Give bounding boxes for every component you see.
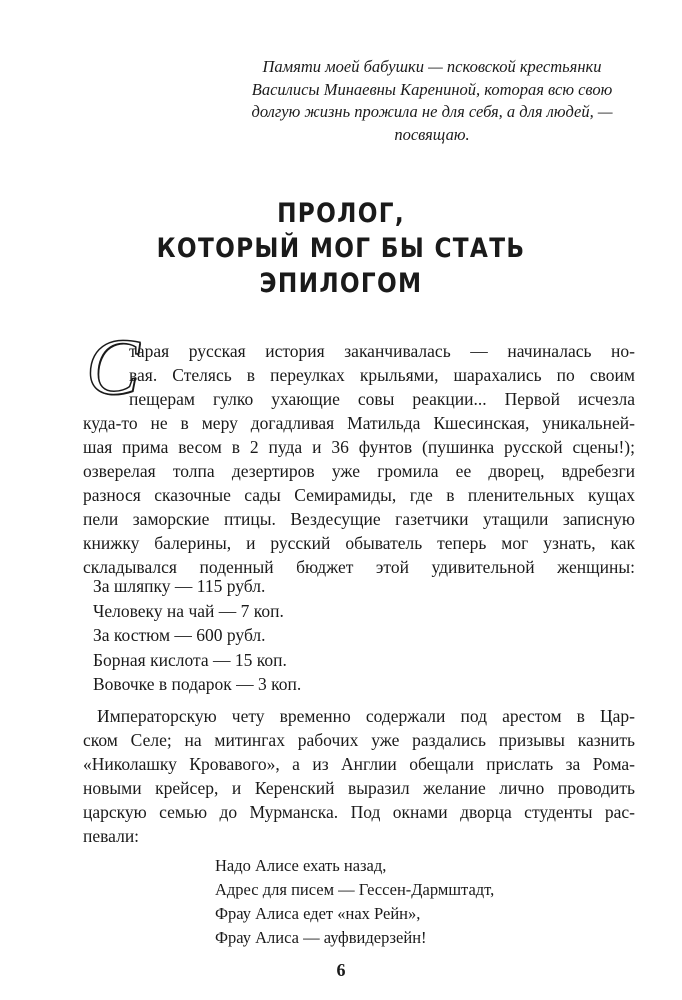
budget-item: Борная кислота — 15 коп. [93,649,287,670]
text-line: царскую семью до Мурманска. Под окнами дворца студенты рас- [83,802,635,822]
text-line: шая прима весом в 2 пуда и 36 фунтов (пушинка русской сцены!); [83,437,635,457]
epigraph [222,56,642,146]
chapter-title-line: ПРОЛОГ, [277,198,405,229]
poem-line: Фрау Алиса едет «нах Рейн», [215,904,421,923]
text-line: складывался поденный бюджет этой удивительной женщины: [83,557,635,577]
budget-item: Человеку на чай — 7 коп. [93,600,284,621]
poem [215,854,494,950]
paragraph-1 [83,339,635,579]
epigraph-line: Василисы Минаевны Карениной, которая всю свою [251,79,613,99]
poem-line: Надо Алисе ехать назад, [215,856,387,875]
text-line: пели заморские птицы. Вездесущие газетчики утащили записную [83,509,635,529]
poem-line: Фрау Алиса — ауфвидерзейн! [215,928,427,947]
paragraph-2 [83,704,635,848]
budget-item: За костюм — 600 рубл. [93,625,266,645]
text-line: книжку балерины, и русский обыватель теперь мог узнать, как [83,533,635,553]
epigraph-line: посвящаю. [394,124,470,144]
text-line: озверелая толпа дезертиров уже громила ее дворец, вдребезги [83,461,635,481]
text-line: вая. Стелясь в переулках крыльями, шарахались по своим [129,365,635,385]
budget-item: Вовочке в подарок — 3 коп. [93,674,302,694]
text-line: новыми крейсер, и Керенский выразил желание лично проводить [83,778,635,798]
epigraph-line: долгую жизнь прожила не для себя, а для людей, — [251,102,613,121]
text-line: «Николашку Кровавого», а из Англии обещали прислать за Рома- [83,754,635,774]
text-line: Императорскую чету временно содержали под арестом в Цар- [97,706,635,726]
budget-list [93,574,301,697]
text-line: ском Селе; на митингах рабочих уже раздались призывы казнить [83,730,635,750]
text-line: куда-то не в меру догадливая Матильда Кшесинская, уникальней- [83,413,635,433]
chapter-title-line: ЭПИЛОГОМ [259,268,423,299]
budget-item: За шляпку — 115 рубл. [93,576,266,596]
text-line: певали: [83,826,140,846]
drop-cap: С [86,324,140,412]
text-line: пещерам гулко ухающие совы реакции... Первой исчезла [129,389,635,409]
text-line: разнося сказочные сады Семирамиды, где в пленительных кущах [83,485,635,505]
page-number: 6 [336,960,346,980]
text-line: тарая русская история заканчивалась — начиналась но- [129,341,635,361]
poem-line: Адрес для писем — Гессен-Дармштадт, [215,880,495,899]
chapter-title-line: КОТОРЫЙ МОГ БЫ СТАТЬ [156,233,526,264]
chapter-title [48,196,635,301]
epigraph-line: Памяти моей бабушки — псковской крестьянки [262,57,602,76]
